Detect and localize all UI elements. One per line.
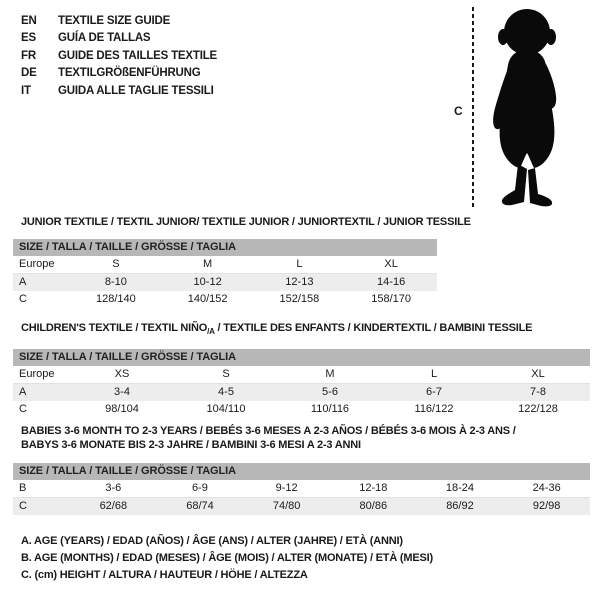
size-header-cell: M [278, 366, 382, 384]
lang-row-fr [21, 48, 217, 65]
title-subscript: /A [207, 327, 215, 337]
title-part: CHILDREN'S TEXTILE / TEXTIL NIÑO [21, 322, 208, 334]
lang-code: IT [21, 84, 31, 97]
value-cell: 3-4 [70, 384, 174, 402]
title-line-2: BABYS 3-6 MONATE BIS 2-3 JAHRE / BAMBINI 3-6 MESI A 2-3 ANNI [21, 439, 361, 451]
size-header-cell: L [382, 366, 486, 384]
lang-title: TEXTILGRÖßENFÜHRUNG [58, 67, 201, 80]
language-header [21, 13, 217, 100]
table-row-height [13, 498, 590, 516]
size-band-label: SIZE / TALLA / TAILLE / GRÖSSE / TAGLIA [13, 463, 590, 480]
table-row-height [13, 291, 437, 308]
value-cell: 110/116 [310, 403, 350, 416]
row-label: Europe [13, 366, 70, 384]
value-cell: 12-13 [254, 274, 346, 292]
value-cell: 122/128 [518, 403, 558, 416]
table-row-europe [13, 256, 437, 274]
value-cell: 18-24 [417, 480, 504, 498]
row-label: C [19, 403, 27, 416]
legend-line-c: C. (cm) HEIGHT / ALTURA / HAUTEUR / HÖHE / ALTEZZA [21, 569, 308, 581]
value-cell: 80/86 [330, 498, 417, 516]
measurement-legend [21, 533, 433, 584]
value-cell: 12-18 [330, 480, 417, 498]
value-cell: 24-36 [503, 480, 590, 498]
children-table-title [13, 321, 590, 339]
value-cell: 6-7 [382, 384, 486, 402]
size-header-cell: S [174, 366, 278, 384]
toddler-silhouette-image [481, 6, 575, 208]
size-band-row [13, 349, 590, 366]
lang-row-es [21, 30, 217, 47]
value-cell: 98/104 [105, 403, 139, 416]
lang-row-it [21, 83, 217, 100]
title-line-1: BABIES 3-6 MONTH TO 2-3 YEARS / BEBÉS 3-6 MESES A 2-3 AÑOS / BÉBÉS 3-6 MOIS À 2-3 ANS / [21, 425, 516, 437]
value-cell: 3-6 [70, 480, 157, 498]
value-cell: 128/140 [95, 293, 136, 305]
row-label: A [13, 274, 70, 292]
junior-textile-section [13, 215, 471, 308]
junior-table-title: JUNIOR TEXTILE / TEXTIL JUNIOR/ TEXTILE JUNIOR / JUNIORTEXTIL / JUNIOR TESSILE [21, 216, 471, 228]
size-header-cell: XS [70, 366, 174, 384]
table-row-age [13, 274, 437, 292]
lang-code: ES [21, 32, 36, 45]
value-cell: 140/152 [187, 293, 228, 305]
value-cell: 6-9 [157, 480, 244, 498]
value-cell: 10-12 [162, 274, 254, 292]
size-header-cell: XL [486, 366, 590, 384]
value-cell: 8-10 [70, 274, 162, 292]
row-label: B [13, 480, 70, 498]
value-cell: 116/122 [414, 403, 454, 416]
height-measure-label: C [454, 104, 463, 118]
size-band-row [13, 239, 437, 256]
size-header-cell: S [70, 256, 162, 274]
value-cell: 74/80 [243, 498, 330, 516]
lang-code: FR [21, 49, 36, 62]
height-measure-dashed-line [472, 7, 474, 207]
children-size-table [13, 349, 590, 418]
lang-title: GUÍA DE TALLAS [58, 32, 151, 45]
value-cell: 158/170 [371, 293, 411, 305]
size-header-cell: L [254, 256, 346, 274]
size-header-cell: M [162, 256, 254, 274]
size-band-row [13, 463, 590, 480]
babies-textile-section [13, 424, 590, 515]
lang-row-de [21, 65, 217, 82]
children-textile-section [13, 321, 590, 418]
size-band-label: SIZE / TALLA / TAILLE / GRÖSSE / TAGLIA [13, 239, 437, 256]
babies-size-table [13, 463, 590, 515]
lang-title: TEXTILE SIZE GUIDE [58, 15, 171, 27]
lang-row-en [21, 13, 217, 30]
value-cell: 5-6 [278, 384, 382, 402]
title-part: / TEXTILE DES ENFANTS / KINDERTEXTIL / BAMBINI TESSILE [214, 322, 533, 334]
row-label: Europe [13, 256, 70, 274]
row-label: A [13, 384, 70, 402]
babies-table-title [13, 424, 590, 452]
value-cell: 62/68 [70, 498, 157, 516]
table-row-age-months [13, 480, 590, 498]
lang-title: GUIDE DES TAILLES TEXTILE [58, 49, 217, 62]
table-row-age [13, 384, 590, 402]
value-cell: 14-16 [345, 274, 437, 292]
value-cell: 68/74 [157, 498, 244, 516]
table-row-europe [13, 366, 590, 384]
value-cell: 92/98 [503, 498, 590, 516]
lang-title: GUIDA ALLE TAGLIE TESSILI [58, 84, 214, 97]
value-cell: 86/92 [417, 498, 504, 516]
size-band-label: SIZE / TALLA / TAILLE / GRÖSSE / TAGLIA [13, 349, 590, 366]
row-label: C [13, 498, 70, 516]
value-cell: 9-12 [243, 480, 330, 498]
lang-code: DE [21, 67, 37, 80]
lang-code: EN [21, 15, 37, 27]
value-cell: 152/158 [279, 293, 320, 305]
legend-line-a: A. AGE (YEARS) / EDAD (AÑOS) / ÂGE (ANS) / ALTER (JAHRE) / ETÀ (ANNI) [21, 535, 403, 547]
row-label: C [19, 293, 27, 305]
size-header-cell: XL [345, 256, 437, 274]
junior-size-table [13, 239, 437, 308]
table-row-height [13, 401, 590, 418]
value-cell: 7-8 [486, 384, 590, 402]
value-cell: 4-5 [174, 384, 278, 402]
value-cell: 104/110 [206, 403, 246, 416]
legend-line-b: B. AGE (MONTHS) / EDAD (MESES) / ÂGE (MOIS) / ALTER (MONATE) / ETÀ (MESI) [21, 552, 433, 564]
